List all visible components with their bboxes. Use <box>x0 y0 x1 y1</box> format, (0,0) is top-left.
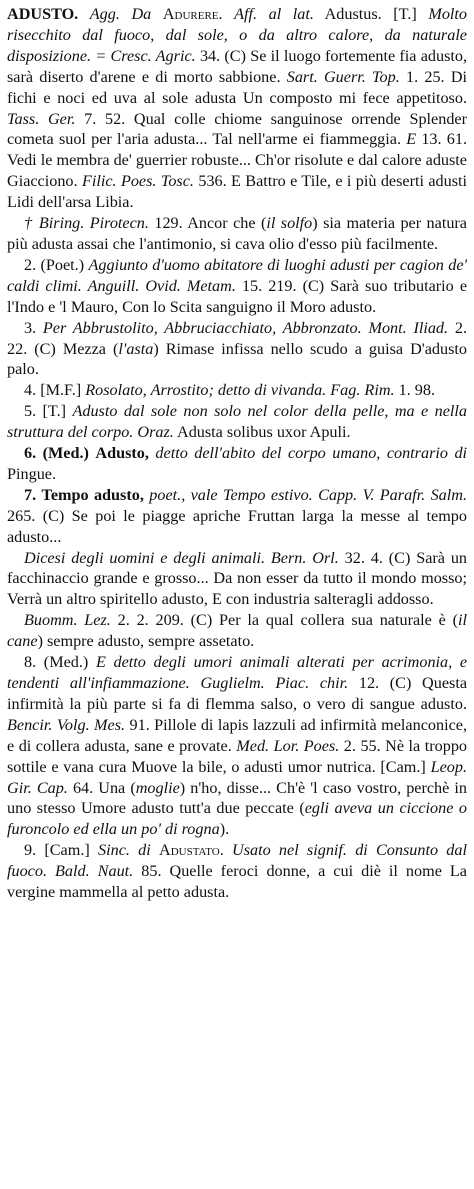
citation-text: 85. Quelle feroci donne, a cui diè il nome La vergine mammella al petto adusta. <box>7 862 467 902</box>
entry-headword: ADUSTO. <box>7 5 79 23</box>
sense-paragraph <box>7 485 467 548</box>
sense-number: 2. (Poet.) <box>24 255 85 274</box>
sense-number: 9. [Cam.] <box>24 841 90 860</box>
sense-paragraph <box>7 443 467 485</box>
citation-text: 12. (C) Questa infirmità la più parte si fa di flemma salso, o vero di sangue adusto. <box>7 674 468 713</box>
etymology-latin: Adustus. <box>324 5 382 23</box>
sense-paragraph <box>7 610 467 652</box>
citation-gloss: il cane <box>7 611 467 651</box>
definition: poet., vale Tempo estivo. Capp. V. Parafr. Salm. <box>149 485 468 504</box>
citation-text: 129. Ancor che ( <box>154 214 267 233</box>
sense-tag: [T.] <box>393 5 417 23</box>
definition: Usato nel signif. di Consunto dal fuoco. Bald. Naut. <box>7 841 467 881</box>
sense-paragraph <box>7 213 467 255</box>
sense-paragraph <box>7 652 467 840</box>
citation-ref: E <box>406 130 417 149</box>
etymology-source: Adurere. <box>162 5 223 23</box>
citation-text: ) sia materia per natura più adusta assai che l'antimonio, si cava olio d'esso più facilmente. <box>7 214 467 253</box>
citation-text: ) Rimase infissa nello scudo a guisa D'adusto palo. <box>7 339 467 379</box>
citation-ref: Buomm. Lez. <box>24 611 111 630</box>
sense-paragraph <box>7 255 467 318</box>
citation-text: ). <box>219 820 230 839</box>
sense-number: 7. <box>24 485 37 504</box>
sense-number: 3. <box>24 318 37 337</box>
citation-text: 7. 52. Qual colle chiome sanguinose orrende Splender cometa suol per l'aria adusta... Tal nell'arme ei fiammeggia. <box>7 109 467 149</box>
citation-ref: Bencir. Volg. Mes. <box>7 715 126 734</box>
definition: Adusto dal sole non solo nel color della pelle, ma e nella struttura del corpo. Oraz. <box>7 402 468 442</box>
citation-text: 1. 25. Di fichi e noci ed uva al sole adusta Un composto mi fece appetitoso. <box>7 67 467 107</box>
citation-text: 32. 4. (C) Sarà un facchinaccio grande e grosso... Da non esser da tutto il mondo mosso; Verrà un altro spiritello adusto, E con industria salteragli addosso. <box>7 548 468 609</box>
citation-text: 2. 55. Nè la troppo sottile e vana cura Muove la bile, o adusti umor nutrica. [Cam.] <box>7 736 468 776</box>
sense-number: 6. (Med.) <box>24 444 89 463</box>
definition: Per Abbrustolito, Abbruciacchiato, Abbronzato. Mont. Iliad. <box>42 318 449 337</box>
citation-text: Pingue. <box>7 464 57 483</box>
entry-main <box>7 4 467 213</box>
sense-headword: Tempo adusto, <box>41 485 144 504</box>
definition: Rosolato, Arrostito; detto di vivanda. Fag. Rim. <box>85 381 395 400</box>
citation-gloss: l'asta <box>118 339 154 358</box>
citation-gloss: egli aveva un ciccione o furoncolo ed ella un po' di rogna <box>7 799 468 839</box>
citation-text: 536. E Battro e Tile, e i più deserti adusti Lidi dell'arsa Libia. <box>7 172 468 212</box>
sense-headword: Adusto, <box>95 444 149 463</box>
citation-text: 265. (C) Se poi le piagge apriche Fruttan larga la messe al tempo adusto... <box>7 506 467 546</box>
citation-text: 13. 61. Vedi le membra de' guerrier robuste... Ch'or risolute e dal calore aduste Giacciono. <box>7 130 468 191</box>
cross-reference: Adustato. <box>159 841 224 860</box>
citation-text: 2. 22. (C) Mezza ( <box>7 318 467 358</box>
citation-ref: † Biring. Pirotecn. <box>24 214 149 233</box>
citation-text: 34. (C) Se il luogo fortemente fia adusto, sarà diserto d'arene e di morto sabbione. <box>7 46 468 86</box>
definition: Aggiunto d'uomo abitatore di luoghi adusti per cagion de' caldi climi. Anguill. Ovid. Metam. <box>7 255 468 295</box>
sense-number: 8. (Med.) <box>24 653 89 672</box>
sense-paragraph <box>7 548 467 611</box>
definition: E detto degli umori animali alterati per acrimonia, e tendenti all'infiammazione. Guglielm. Piac. chir. <box>7 653 468 692</box>
citation-text: 91. Pillole di lapis lazzuli ad infirmità melanconice, e di collera adusta, sane e provate. <box>7 715 467 755</box>
citation-text: 1. 98. <box>398 381 436 400</box>
sense-number: 4. [M.F.] <box>24 381 82 400</box>
sense-number: 5. [T.] <box>24 402 67 421</box>
citation-text: Adusta solibus uxor Apuli. <box>177 423 351 442</box>
sense-paragraph <box>7 401 467 443</box>
citation-ref: Sart. Guerr. Top. <box>286 67 400 86</box>
citation-text: 15. 219. (C) Sarà suo tributario e l'Indo e 'l Mauro, Con lo Scita sanguigno il Moro adusto. <box>7 276 468 316</box>
citation-ref: Leop. Gir. Cap. <box>7 757 467 797</box>
definition: Dicesi degli uomini e degli animali. Bern. Orl. <box>24 548 339 567</box>
definition: Sinc. di <box>98 841 151 860</box>
citation-text: ) sempre adusto, sempre assetato. <box>37 632 255 651</box>
sense-paragraph <box>7 318 467 381</box>
citation-ref: Tass. Ger. <box>7 109 76 128</box>
citation-gloss: il solfo <box>266 214 313 233</box>
sense-paragraph <box>7 840 467 903</box>
citation-text: 64. Una ( <box>72 778 136 797</box>
etymology-affinity: Aff. al lat. <box>234 5 314 23</box>
citation-ref: Med. Lor. Poes. <box>236 736 340 755</box>
sense-paragraph <box>7 380 467 401</box>
entry-grammar: Agg. Da <box>89 5 152 23</box>
citation-ref: Filic. Poes. Tosc. <box>81 172 194 191</box>
definition: detto dell'abito del corpo umano, contrario di <box>155 444 468 463</box>
citation-text: 2. 2. 209. (C) Per la qual collera sua naturale è ( <box>117 611 458 630</box>
citation-text: ) n'ho, disse... Ch'è 'l caso vostro, perchè in uno stesso Umore adusto tutt'a due peccate ( <box>7 778 468 818</box>
definition: Molto risecchito dal fuoco, dal sole, o da altro calore, da naturale disposizione. = Cresc. Agric. <box>7 5 468 65</box>
citation-gloss: moglie <box>135 778 180 797</box>
